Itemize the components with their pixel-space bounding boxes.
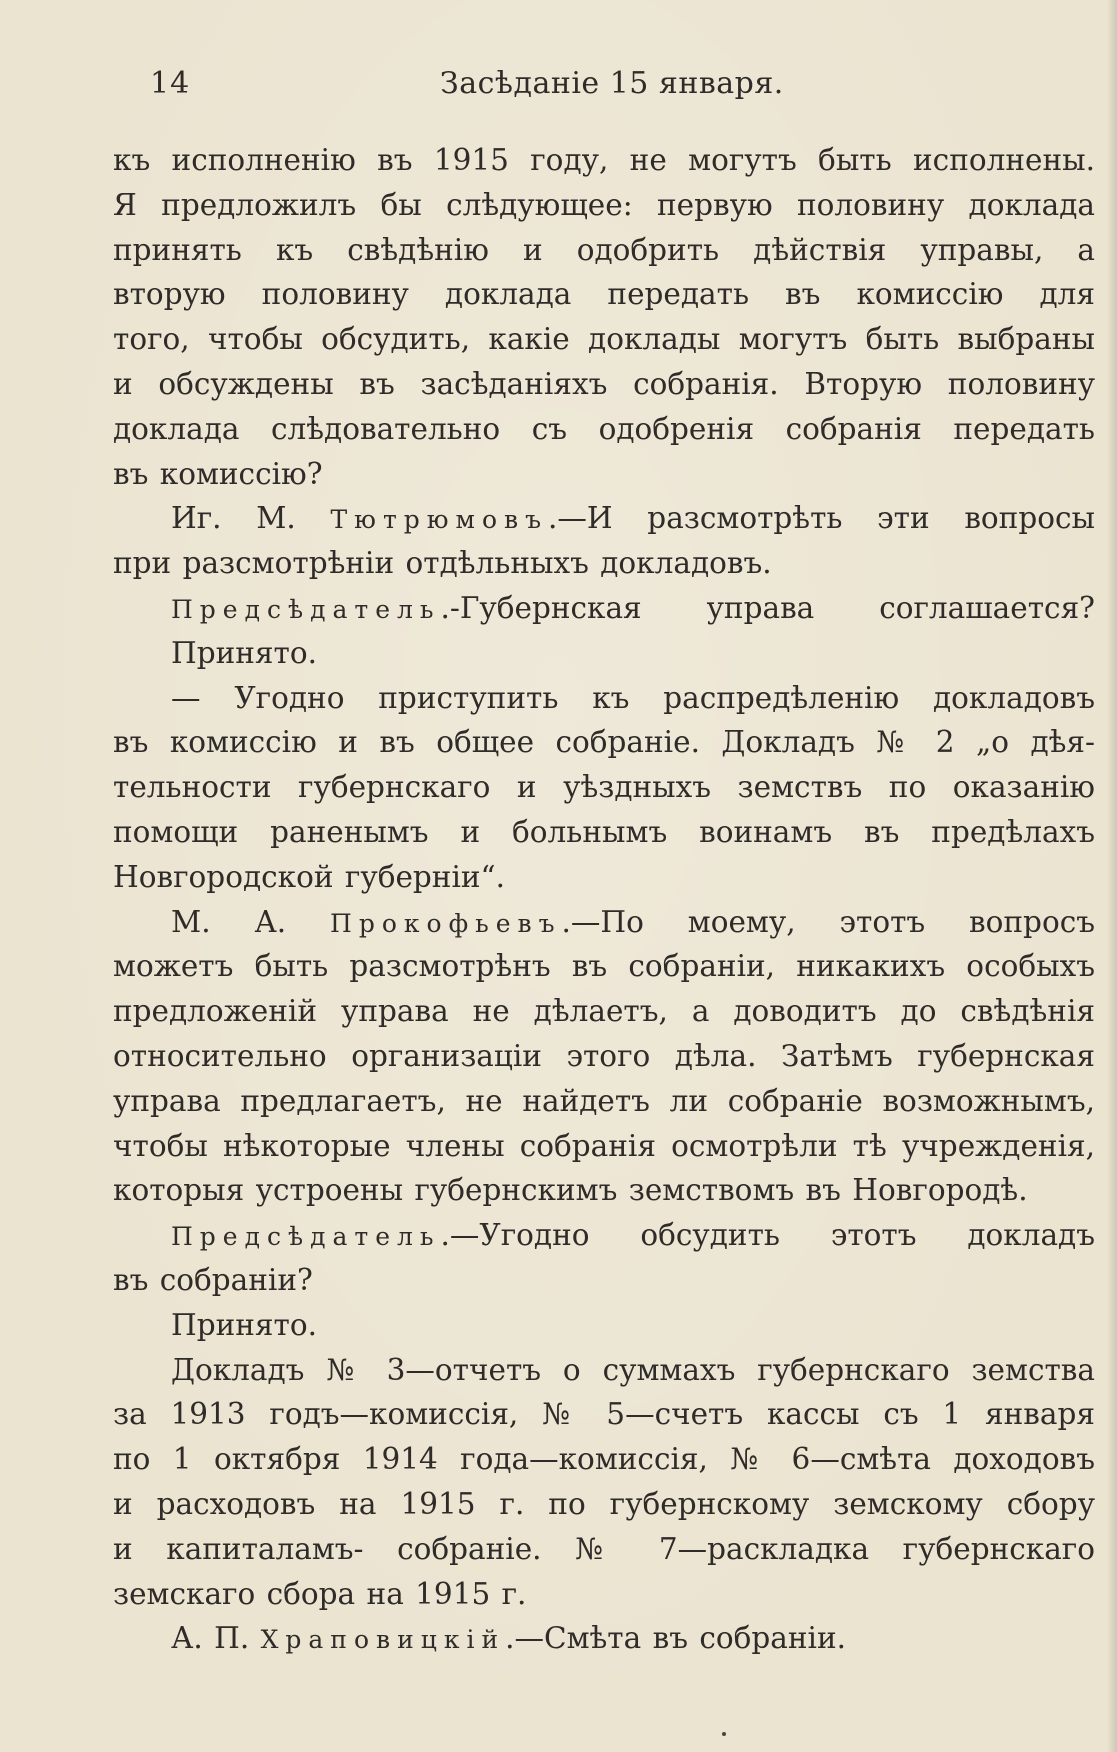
text-line: по 1 октября 1914 года—комиссія, № 6—смѣта доходовъ	[113, 1442, 1095, 1477]
text-line: предложеній управа не дѣлаетъ, а доводитъ до свѣдѣнія	[113, 994, 1095, 1029]
text-line: и расходовъ на 1915 г. по губернскому земскому сбору	[113, 1486, 1095, 1521]
page-number: 14	[150, 66, 191, 101]
running-title: Засѣданіе 15 января.	[440, 66, 784, 101]
text-line: къ исполненію въ 1915 году, не могутъ быть исполнены.	[113, 143, 1095, 177]
text-line: за 1913 годъ—комиссія, № 5—счетъ кассы съ 1 января	[113, 1397, 1095, 1432]
text-line: можетъ быть разсмотрѣнъ въ собраніи, никакихъ особыхъ	[113, 949, 1095, 984]
text-line: чтобы нѣкоторые члены собранія осмотрѣли тѣ учрежденія,	[113, 1128, 1095, 1163]
speech-text: .—Смѣта въ собраніи.	[505, 1621, 846, 1656]
speaker-name: Тютрюмовъ	[330, 505, 549, 535]
text-line: при разсмотрѣніи отдѣльныхъ докладовъ.	[113, 546, 772, 581]
speaker-line	[113, 900, 1095, 945]
text-line: Новгородской губерніи“.	[113, 859, 506, 894]
text-line: и капиталамъ- собраніе. № 7—раскладка губернскаго	[113, 1531, 1095, 1566]
print-speck	[722, 1732, 726, 1736]
page-body	[113, 138, 1095, 1661]
text-line: которыя устроены губернскимъ земствомъ въ Новгородѣ.	[113, 1173, 1028, 1208]
speech-text: .-Губернская управа соглашается?	[440, 590, 1095, 625]
text-line: земскаго сбора на 1915 г.	[113, 1576, 527, 1611]
speaker-name: Предсѣдатель	[171, 594, 441, 624]
speech-text: .—Угодно обсудить этотъ докладъ	[440, 1218, 1095, 1253]
speaker-name: Предсѣдатель	[171, 1222, 441, 1252]
text-line: тельности губернскаго и уѣздныхъ земствъ по оказанію	[113, 770, 1095, 805]
text-line: и обсуждены въ засѣданіяхъ собранія. Вторую половину	[113, 366, 1095, 401]
text-line: — Угодно приступить къ распредѣленію докладовъ	[171, 680, 1095, 715]
speaker-line	[113, 1616, 1095, 1661]
text-line: въ комиссію и въ общее собраніе. Докладъ № 2 „о дѣя-	[113, 725, 1095, 760]
text-line: того, чтобы обсудить, какіе доклады могутъ быть выбраны	[113, 322, 1095, 357]
speech-text: .—И разсмотрѣть эти вопросы	[548, 501, 1095, 536]
text-line: Докладъ № 3—отчетъ о суммахъ губернскаго земства	[171, 1352, 1095, 1387]
text-line: вторую половину доклада передать въ комиссію для	[113, 277, 1095, 312]
speaker-initials: А. П.	[171, 1621, 250, 1656]
text-line: въ собраніи?	[113, 1262, 313, 1297]
text-line: въ комиссію?	[113, 456, 323, 491]
speaker-name: Храповицкій	[260, 1625, 506, 1655]
speaker-name: Прокофьевъ	[330, 908, 562, 938]
page-edge-shadow	[1107, 0, 1117, 1752]
text-line: принять къ свѣдѣнію и одобрить дѣйствія управы, а	[113, 232, 1095, 267]
text-line: Принято.	[171, 635, 318, 670]
text-line: относительно организаціи этого дѣла. Затѣмъ губернская	[113, 1038, 1095, 1073]
text-line: Я предложилъ бы слѣдующее: первую половину доклада	[113, 187, 1095, 222]
speaker-line	[113, 496, 1095, 541]
speaker-initials: М. А.	[171, 904, 287, 939]
speaker-line	[113, 586, 1095, 631]
text-line: помощи раненымъ и больнымъ воинамъ въ предѣлахъ	[113, 814, 1095, 849]
running-header	[150, 66, 930, 110]
speaker-initials: Иг. М.	[171, 501, 296, 536]
text-line: Принято.	[171, 1307, 318, 1342]
text-line: управа предлагаетъ, не найдетъ ли собраніе возможнымъ,	[113, 1083, 1095, 1118]
speaker-line	[113, 1213, 1095, 1258]
speech-text: .—По моему, этотъ вопросъ	[561, 904, 1095, 939]
text-line: доклада слѣдовательно съ одобренія собранія передать	[113, 411, 1095, 446]
